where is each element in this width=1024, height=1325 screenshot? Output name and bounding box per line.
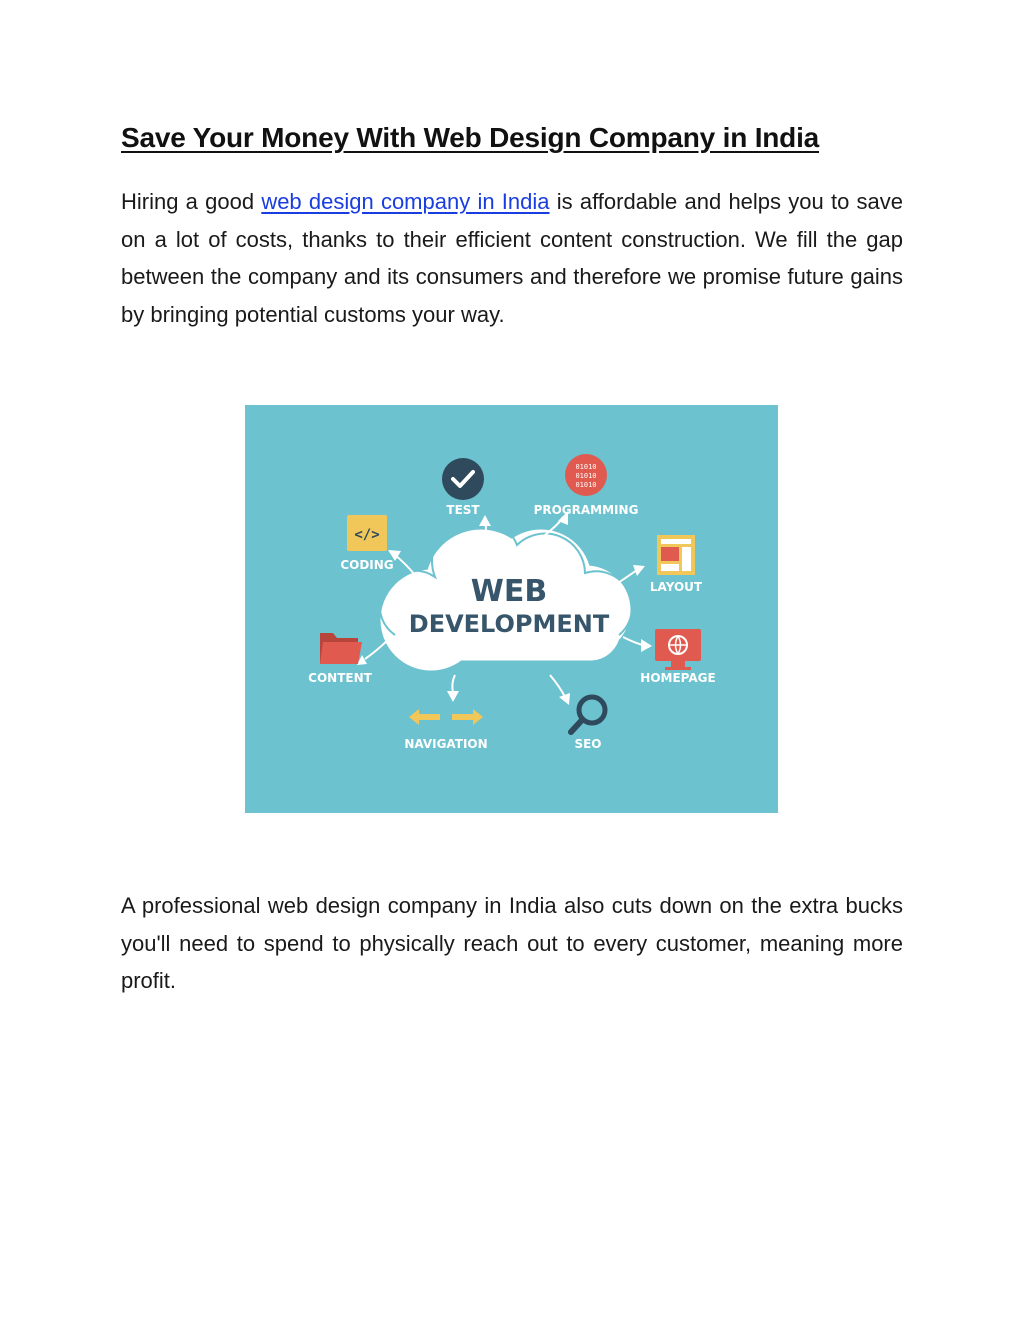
svg-text:</>: </> [354,527,380,543]
label-layout: LAYOUT [649,580,703,594]
label-seo: SEO [574,737,602,751]
svg-text:01010: 01010 [575,481,597,489]
intro-text-before-link: Hiring a good [121,189,262,214]
svg-text:01010: 01010 [575,463,597,471]
code-brackets-icon [347,515,387,551]
label-navigation: NAVIGATION [404,737,488,751]
page-title: Save Your Money With Web Design Company in India [121,122,820,153]
checkmark-circle-icon [442,458,484,500]
label-programming: PROGRAMMING [533,503,639,517]
web-development-infographic [245,405,778,813]
label-content: CONTENT [308,671,372,685]
intro-text-after-link: is affordable and helps you to save on a lot of costs, thanks to their efficient content construction. We fill the gap between the company and its consumers and therefore we promise future gains by bringing potential customs your way. [121,189,903,327]
closing-paragraph: A professional web design company in India also cuts down on the extra bucks you'll need to spend to physically reach out to every customer, meaning more profit. [121,893,903,993]
intro-paragraph [121,183,903,333]
label-test: TEST [446,503,480,517]
label-coding: CODING [340,558,394,572]
binary-code-globe-icon [565,454,607,496]
svg-text:01010: 01010 [575,472,597,480]
web-design-company-link[interactable]: web design company in India [261,189,550,214]
layout-icon [657,535,695,575]
cloud-text-development: DEVELOPMENT [408,610,610,638]
cloud-text-web: WEB [470,574,548,609]
label-homepage: HOMEPAGE [640,671,716,685]
